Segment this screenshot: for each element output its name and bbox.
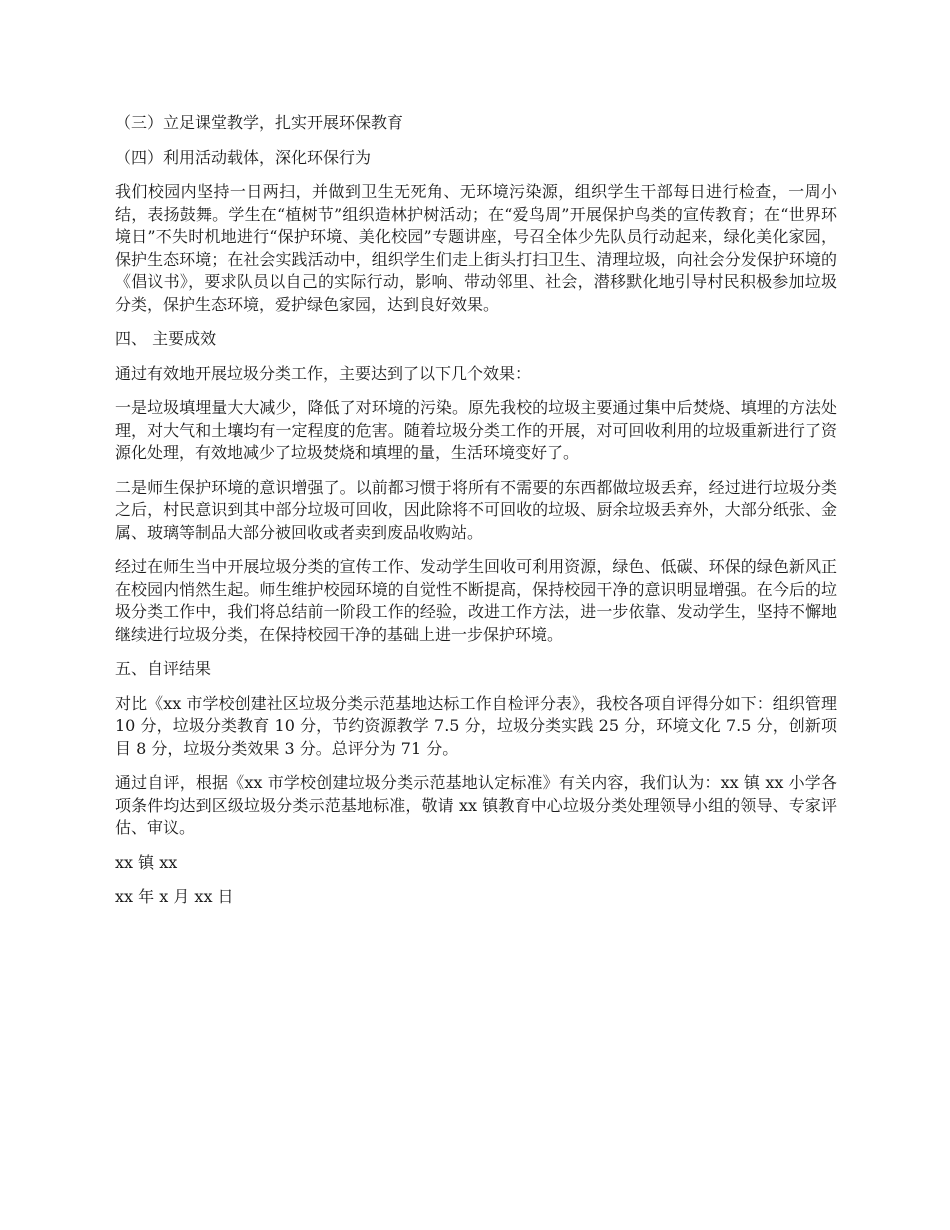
section-heading-4: （四）利用活动载体，深化环保行为 bbox=[115, 147, 372, 167]
document-page bbox=[115, 112, 837, 921]
paragraph-conclusion: 通过自评，根据《xx 市学校创建垃圾分类示范基地认定标准》有关内容，我们认为：xx 镇 xx 小学各项条件均达到区级垃圾分类示范基地标准，敬请 xx 镇教育中心垃圾分类处理领导小组的领导、专家评估、审议。 bbox=[115, 773, 837, 837]
signature-date: xx 年 x 月 xx 日 bbox=[115, 887, 234, 906]
paragraph-result-2: 二是师生保护环境的意识增强了。以前都习惯于将所有不需要的东西都做垃圾丢弃，经过进行垃圾分类之后，村民意识到其中部分垃圾可回收，因此除将不可回收的垃圾、厨余垃圾丢弃外，大部分纸张、金属、玻璃等制品大部分被回收或者卖到废品收购站。 bbox=[115, 477, 837, 542]
signature-organization: xx 镇 xx bbox=[115, 852, 178, 872]
paragraph-results-intro: 通过有效地开展垃圾分类工作，主要达到了以下几个效果： bbox=[115, 363, 532, 383]
section-heading-main-results: 四、 主要成效 bbox=[115, 329, 217, 348]
paragraph-activities: 我们校园内坚持一日两扫，并做到卫生无死角、无环境污染源，组织学生干部每日进行检查，一周小结，表扬鼓舞。学生在“植树节”组织造林护树活动；在“爱鸟周”开展保护鸟类的宣传教育；在“世界环境日”不失时机地进行“保护环境、美化校园”专题讲座，号召全体少先队员行动起来，绿化美化家园，保护生态环境；在社会实践活动中，组织学生们走上街头打扫卫生、清理垃圾，向社会分发保护环境的《倡议书》，要求队员以自己的实际行动，影响、带动邻里、社会，潜移默化地引导村民积极参加垃圾分类，保护生态环境，爱护绿色家园，达到良好效果。 bbox=[115, 182, 837, 314]
paragraph-result-3: 经过在师生当中开展垃圾分类的宣传工作、发动学生回收可利用资源，绿色、低碳、环保的绿色新风正在校园内悄然生起。师生维护校园环境的自觉性不断提高，保持校园干净的意识明显增强。在今后的垃圾分类工作中，我们将总结前一阶段工作的经验，改进工作方法，进一步依靠、发动学生，坚持不懈地继续进行垃圾分类，在保持校园干净的基础上进一步保护环境。 bbox=[115, 557, 837, 644]
paragraph-result-1: 一是垃圾填埋量大大减少，降低了对环境的污染。原先我校的垃圾主要通过集中后焚烧、填埋的方法处理，对大气和土壤均有一定程度的危害。随着垃圾分类工作的开展，对可回收利用的垃圾重新进行了资源化处理，有效地减少了垃圾焚烧和填埋的量，生活环境变好了。 bbox=[115, 398, 837, 462]
section-heading-3: （三）立足课堂教学，扎实开展环保教育 bbox=[115, 113, 404, 132]
section-heading-self-evaluation: 五、自评结果 bbox=[115, 659, 212, 678]
paragraph-score-summary: 对比《xx 市学校创建社区垃圾分类示范基地达标工作自检评分表》，我校各项自评得分如下：组织管理 10 分，垃圾分类教育 10 分，节约资源教学 7.5 分，垃圾分类实践 25 分，环境文化 7.5 分，创新项目 8 分，垃圾分类效果 3 分。总评分为 71 分。 bbox=[115, 693, 837, 758]
